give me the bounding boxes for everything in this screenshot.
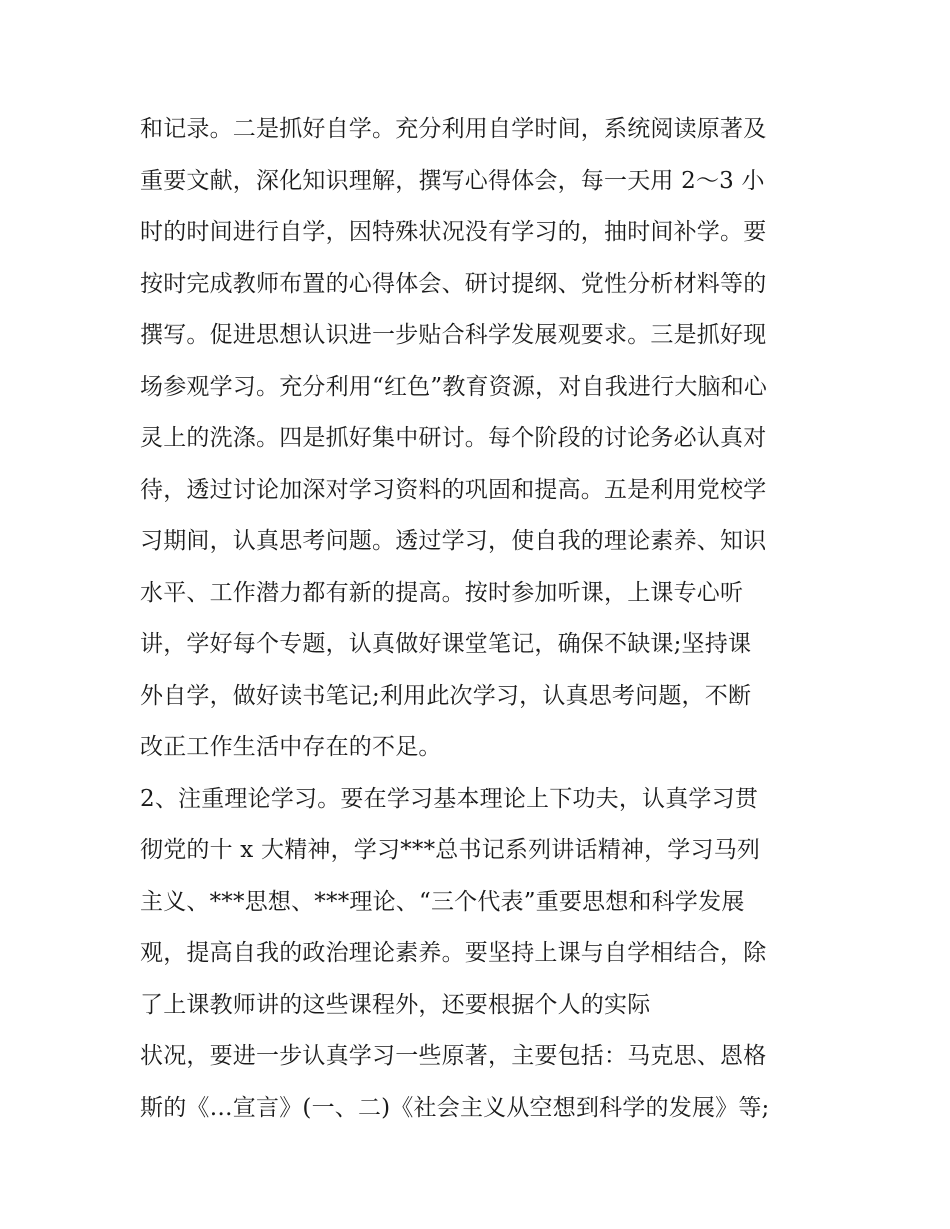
text-line: 灵上的洗涤。四是抓好集中研讨。每个阶段的讨论务必认真对 (140, 425, 767, 451)
text-line: 改正工作生活中存在的不足。 (140, 734, 442, 760)
text-line: 讲，学好每个专题，认真做好课堂笔记，确保不缺课;坚持课 (140, 631, 752, 657)
text-line: 和记录。二是抓好自学。充分利用自学时间，系统阅读原著及 (140, 116, 767, 142)
text-line: 了上课教师讲的这些课程外，还要根据个人的实际 (140, 991, 651, 1018)
text-line: 观，提高自我的政治理论素养。要坚持上课与自学相结合，除 (140, 940, 767, 966)
text-line: 撰写。促进思想认识进一步贴合科学发展观要求。三是抓好现 (140, 322, 767, 348)
text-line: 时的时间进行自学，因特殊状况没有学习的，抽时间补学。要 (140, 219, 767, 245)
text-line: 待，透过讨论加深对学习资料的巩固和提高。五是利用党校学 (140, 476, 767, 503)
body-text (140, 104, 840, 1134)
text-line: 斯的《…宣言》(一、二)《社会主义从空想到科学的发展》等; (140, 1094, 770, 1121)
text-line: 习期间，认真思考问题。透过学习，使自我的理论素养、知识 (140, 528, 767, 554)
text-line: 重要文献，深化知识理解，撰写心得体会，每一天用 2～3 小 (140, 167, 765, 194)
text-line: 水平、工作潜力都有新的提高。按时参加听课，上课专心听 (140, 579, 744, 606)
text-line: 彻党的十 x 大精神，学习***总书记系列讲话精神，学习马列 (140, 837, 761, 863)
text-line: 场参观学习。充分利用“红色”教育资源，对自我进行大脑和心 (140, 373, 768, 400)
text-line: 主义、***思想、***理论、“三个代表”重要思想和科学发展 (140, 888, 745, 915)
text-line: 外自学，做好读书笔记;利用此次学习，认真思考问题，不断 (140, 682, 752, 709)
text-line: 状况，要进一步认真学习一些原著，主要包括：马克思、恩格 (140, 1043, 767, 1069)
text-line: 2、注重理论学习。要在学习基本理论上下功夫，认真学习贯 (140, 785, 759, 812)
text-line: 按时完成教师布置的心得体会、研讨提纲、党性分析材料等的 (140, 270, 767, 297)
